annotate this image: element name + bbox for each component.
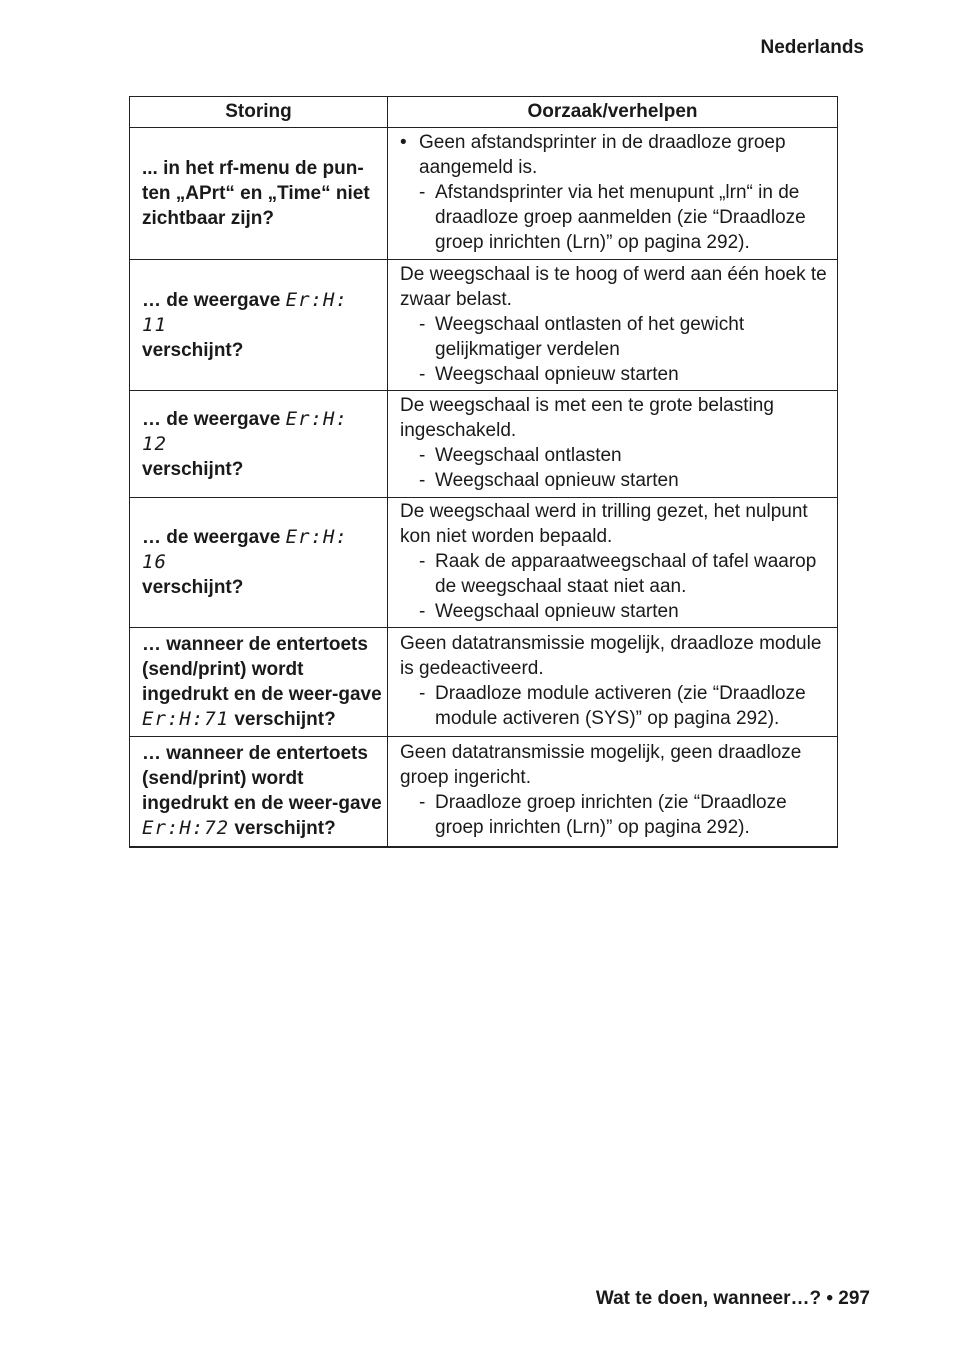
cause-text: Geen datatransmissie mogelijk, draadloze module is gedeactiveerd.	[400, 633, 822, 679]
table-row	[130, 498, 838, 628]
table-row	[130, 260, 838, 391]
problem-text-end: verschijnt?	[234, 818, 336, 840]
problem-text: … wanneer de entertoets (	[142, 634, 368, 680]
step-text: Weegschaal opnieuw starten	[435, 363, 679, 385]
problem-text-end: verschijnt?	[234, 709, 336, 730]
problem-cell	[130, 737, 388, 847]
cause-text: De weegschaal is met een te grote belasting ingeschakeld.	[400, 395, 774, 441]
error-code-display: Er:H: 16	[142, 526, 348, 573]
solution-cell	[388, 128, 838, 260]
problem-text-end: verschijnt?	[142, 577, 244, 598]
step-text: Weegschaal ontlasten	[435, 445, 622, 466]
solution-cell	[388, 628, 838, 737]
problem-cell	[130, 260, 388, 391]
solution-step: - Weegschaal opnieuw starten	[419, 601, 679, 622]
table-row	[130, 628, 838, 737]
table-row	[130, 128, 838, 260]
problem-cell	[130, 498, 388, 628]
error-code-display: Er:H:71	[142, 708, 230, 730]
solution-step: - Weegschaal opnieuw starten	[419, 363, 679, 385]
error-code-display: Er:H:72	[142, 817, 230, 840]
solution-step: - Draadloze module activeren (zie “Draadloze module activeren (SYS)” op pagina 292).	[419, 683, 806, 729]
step-text: Draadloze module activeren (zie “Draadloze module activeren (SYS)” op pagina 292).	[435, 683, 806, 729]
cause-text: De weegschaal is te hoog of werd aan één hoek te zwaar belast.	[400, 263, 827, 310]
cause-bullet: • Geen afstandsprinter in de draadloze groep aangemeld is.	[400, 132, 786, 178]
problem-text-mid: ) wordt ingedrukt en de weer-gave	[142, 659, 382, 705]
cause-text: De weegschaal werd in trilling gezet, het nulpunt kon niet worden bepaald.	[400, 501, 808, 547]
solution-cell	[388, 391, 838, 498]
problem-text: … de weergave	[142, 408, 281, 430]
page-language-label: Nederlands	[760, 37, 864, 58]
problem-text-end: verschijnt?	[142, 339, 244, 361]
problem-text-end: verschijnt?	[142, 458, 244, 480]
problem-cell	[130, 128, 388, 260]
table-row	[130, 391, 838, 498]
problem-cell	[130, 628, 388, 737]
solution-cell	[388, 260, 838, 391]
column-header-oorzaak: Oorzaak/verhelpen	[388, 97, 838, 128]
solution-step: - Weegschaal opnieuw starten	[419, 470, 679, 491]
key-name: send/print	[148, 768, 241, 790]
solution-step: - Afstandsprinter via het menupunt „lrn“ in de draadloze groep aanmelden (zie “Draadloze groep inrichten (Lrn)” op pagina 292).	[419, 182, 806, 253]
error-code-display: Er:H: 12	[142, 407, 348, 455]
key-name: send/print	[148, 659, 241, 680]
step-text: Weegschaal opnieuw starten	[435, 601, 679, 622]
step-text: Weegschaal opnieuw starten	[435, 470, 679, 491]
solution-step: - Draadloze groep inrichten (zie “Draadloze groep inrichten (Lrn)” op pagina 292).	[419, 792, 787, 839]
solution-cell	[388, 737, 838, 847]
problem-text: … de weergave	[142, 289, 281, 311]
step-text: Raak de apparaatweegschaal of tafel waarop de weegschaal staat niet aan.	[435, 551, 817, 597]
troubleshooting-table	[129, 96, 838, 848]
error-code-display: Er:H: 11	[142, 288, 348, 336]
cause-text: Geen datatransmissie mogelijk, geen draadloze groep ingericht.	[400, 742, 802, 789]
solution-step: - Raak de apparaatweegschaal of tafel waarop de weegschaal staat niet aan.	[419, 551, 817, 597]
cause-text: Geen afstandsprinter in de draadloze groep aangemeld is.	[419, 132, 786, 178]
solution-step: - Weegschaal ontlasten	[419, 445, 622, 466]
problem-text: … wanneer de entertoets (	[142, 743, 368, 790]
problem-cell	[130, 391, 388, 498]
problem-text: ... in het rf-menu de pun-ten „APrt“ en „Time“ niet zichtbaar zijn?	[142, 158, 370, 229]
table-row	[130, 737, 838, 847]
problem-text-mid: ) wordt ingedrukt en de weer-gave	[142, 768, 382, 815]
table-header-row	[130, 97, 838, 128]
solution-cell	[388, 498, 838, 628]
problem-text: … de weergave	[142, 527, 281, 548]
solution-step: - Weegschaal ontlasten of het gewicht gelijkmatiger verdelen	[419, 313, 745, 360]
step-text: Afstandsprinter via het menupunt „lrn“ in de draadloze groep aanmelden (zie “Draadloze groep inrichten (Lrn)” op pagina 292).	[435, 182, 806, 253]
step-text: Weegschaal ontlasten of het gewicht gelijkmatiger verdelen	[435, 313, 745, 360]
page-footer: Wat te doen, wanneer…? • 297	[595, 1288, 870, 1309]
column-header-storing: Storing	[130, 97, 388, 128]
step-text: Draadloze groep inrichten (zie “Draadloze groep inrichten (Lrn)” op pagina 292).	[435, 792, 787, 839]
